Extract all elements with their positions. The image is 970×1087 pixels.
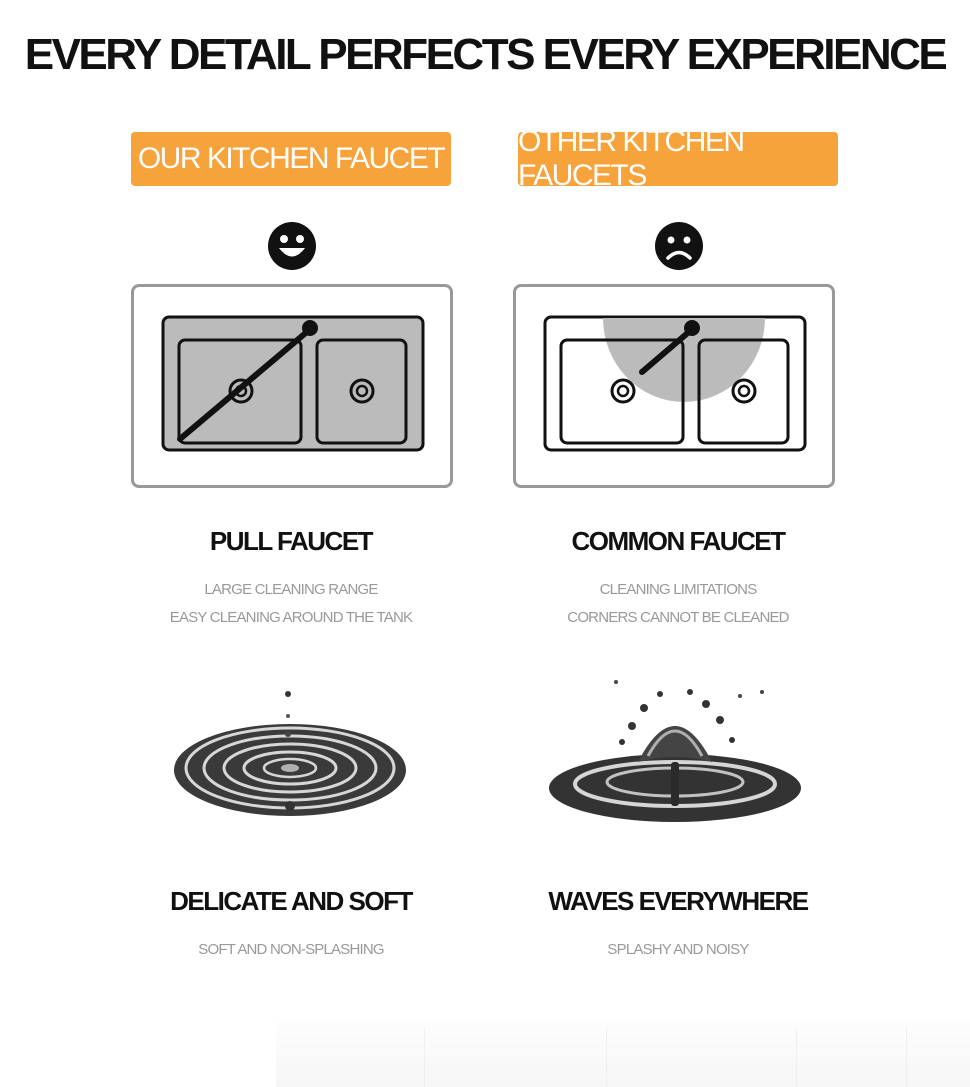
soft-ripple-illustration [170,680,410,830]
other-faucets-badge: OTHER KITCHEN FAUCETS [518,132,838,186]
happy-face-icon [267,221,317,271]
pull-faucet-heading: PULL FAUCET [209,526,373,556]
common-faucet-line-1: CLEANING LIMITATIONS [599,581,757,598]
common-faucet-sink-diagram [513,284,835,488]
background-fade-strip [276,1022,970,1087]
page-title: EVERY DETAIL PERFECTS EVERY EXPERIENCE [24,30,946,79]
sad-face-icon [654,221,704,271]
delicate-soft-heading: DELICATE AND SOFT [170,886,412,916]
pull-faucet-sink-diagram [131,284,453,488]
pull-faucet-line-1: LARGE CLEANING RANGE [204,581,378,598]
delicate-soft-line: SOFT AND NON-SPLASHING [198,941,384,958]
waves-everywhere-heading: WAVES EVERYWHERE [548,886,808,916]
splash-illustration [540,670,810,840]
common-faucet-line-2: CORNERS CANNOT BE CLEANED [567,609,789,626]
common-faucet-heading: COMMON FAUCET [571,526,785,556]
waves-everywhere-line: SPLASHY AND NOISY [607,941,749,958]
pull-faucet-line-2: EASY CLEANING AROUND THE TANK [169,609,413,626]
our-faucet-badge: OUR KITCHEN FAUCET [131,132,451,186]
